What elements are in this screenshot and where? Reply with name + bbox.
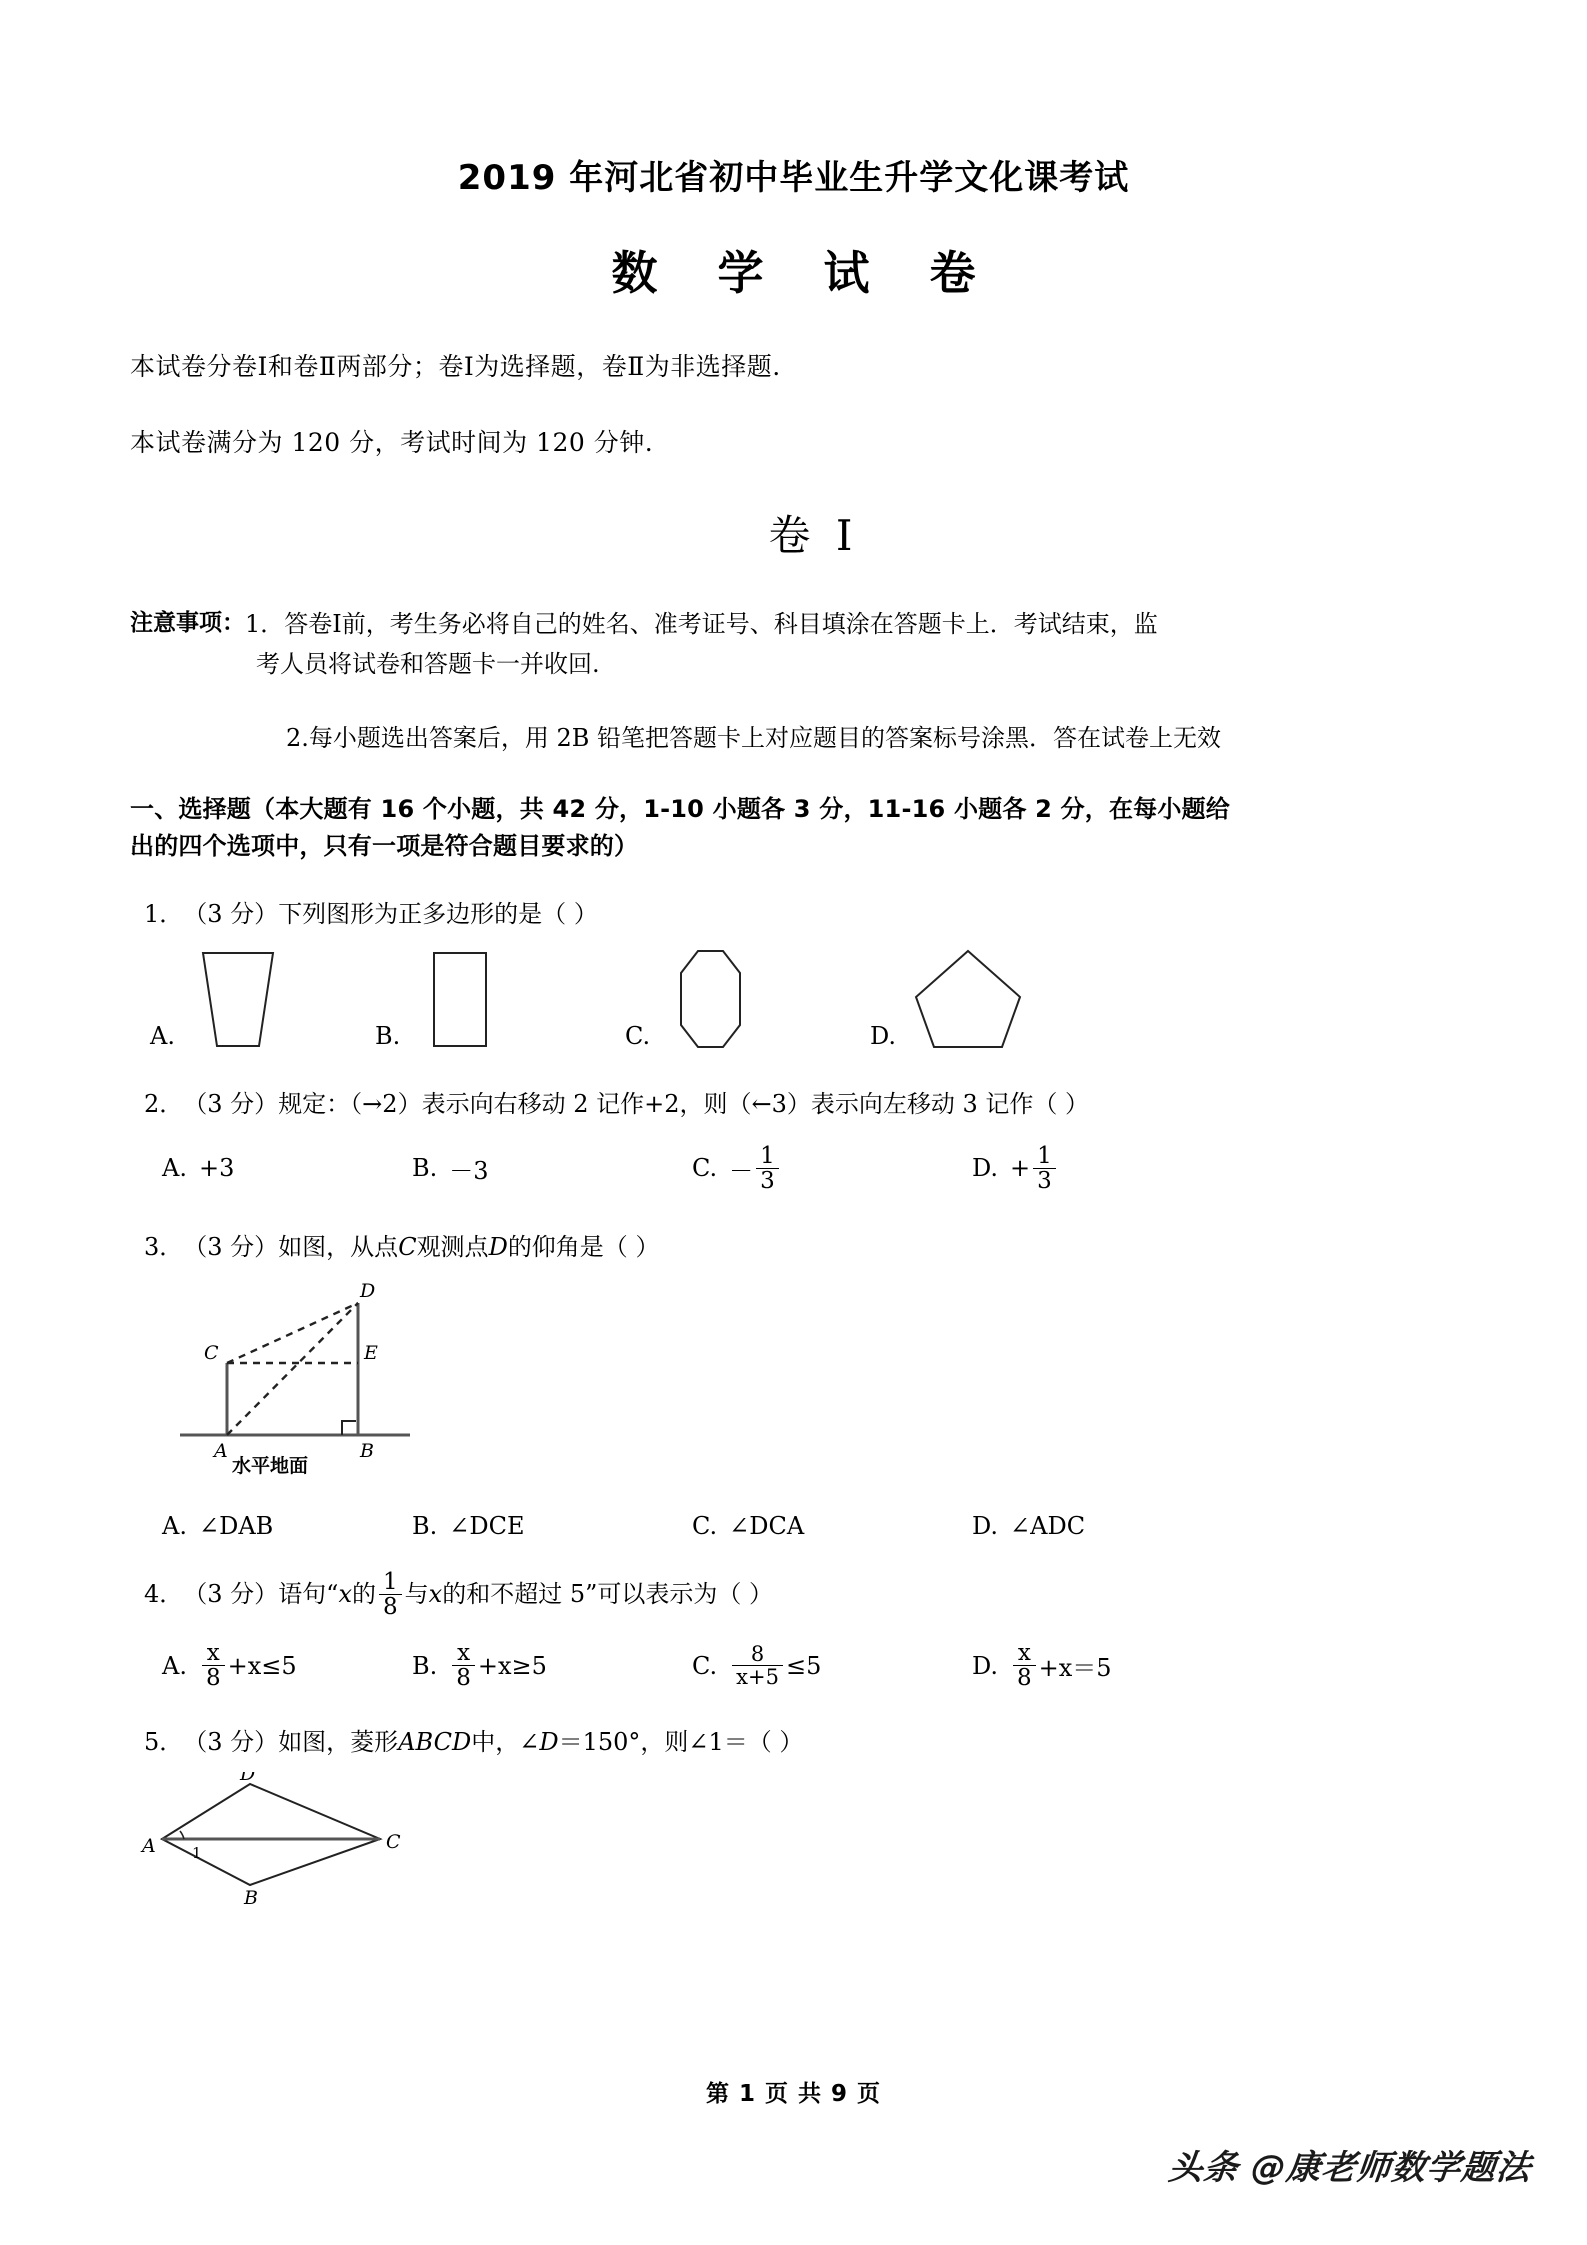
question-2-option-a-value: +3 xyxy=(198,1154,235,1183)
question-3-option-b[interactable] xyxy=(412,1512,692,1540)
question-2-option-a-label: A. xyxy=(162,1154,187,1183)
ground-label: 水平地面 xyxy=(232,1454,309,1477)
fraction-denominator: 3 xyxy=(756,1168,779,1193)
question-2-option-c-sign: － xyxy=(729,1156,754,1185)
question-4-option-b-value xyxy=(449,1641,547,1690)
question-4-option-c-label: C. xyxy=(692,1651,718,1680)
elevation-angle-diagram-icon xyxy=(170,1275,430,1475)
question-3-option-c[interactable] xyxy=(692,1512,972,1540)
svg-text:B: B xyxy=(244,1887,258,1908)
question-2-option-c[interactable] xyxy=(692,1144,972,1193)
fraction-denominator: 8 xyxy=(1013,1665,1036,1690)
fraction xyxy=(756,1144,779,1193)
question-4-var-x2: x xyxy=(428,1580,443,1609)
pentagon-shape-icon xyxy=(906,947,1031,1052)
octagon-shape-icon xyxy=(660,947,760,1052)
question-5-points: （3 分） xyxy=(183,1728,279,1757)
question-1-option-d-label: D. xyxy=(870,1021,897,1050)
question-4-text-mid: 与 xyxy=(404,1580,429,1609)
question-4-option-c-value xyxy=(729,1643,821,1688)
page-indicator: 第 1 页 共 9 页 xyxy=(705,2081,882,2107)
svg-text:D: D xyxy=(240,1772,256,1786)
question-4-option-b-label: B. xyxy=(412,1651,438,1680)
question-4-points: （3 分） xyxy=(183,1580,279,1609)
question-2-option-c-label: C. xyxy=(692,1154,718,1183)
question-3-points: （3 分） xyxy=(183,1232,279,1261)
note-item-2: 2.每小题选出答案后，用 2B 铅笔把答题卡上对应题目的答案标号涂黑．答在试卷上无效 xyxy=(286,724,1222,753)
question-4-number: 4． xyxy=(144,1580,184,1609)
question-3-var-c: C xyxy=(398,1232,417,1261)
question-1-option-a[interactable] xyxy=(150,947,375,1052)
fraction-numerator: x xyxy=(1017,1640,1031,1667)
question-2-option-c-value xyxy=(729,1144,782,1193)
section-heading-line-1: 一、选择题（本大题有 16 个小题，共 42 分，1-10 小题各 3 分，11-16 小题各 2 分，在每小题给 xyxy=(130,795,1230,824)
question-4-option-b-tail: +x≥5 xyxy=(477,1651,547,1680)
volume-heading: 卷 Ⅰ xyxy=(768,511,859,560)
question-1-option-c-label: C. xyxy=(625,1021,651,1050)
question-3-option-d[interactable] xyxy=(972,1512,1085,1540)
question-1 xyxy=(130,866,1457,1052)
question-4-option-a-label: A. xyxy=(162,1651,187,1680)
question-2-option-a[interactable] xyxy=(162,1144,412,1193)
fraction-denominator: 8 xyxy=(379,1594,402,1619)
question-2-option-d-label: D. xyxy=(972,1154,999,1183)
svg-text:B: B xyxy=(360,1439,374,1462)
fraction xyxy=(379,1570,402,1619)
question-2 xyxy=(130,1052,1457,1193)
question-1-option-c[interactable] xyxy=(625,947,870,1052)
fraction xyxy=(452,1641,475,1690)
question-3-var-d: D xyxy=(488,1232,508,1261)
question-4 xyxy=(130,1540,1457,1691)
question-3-option-c-label: C. xyxy=(692,1511,718,1540)
note-item-1-line-1: 1．答卷Ⅰ前，考生务必将自己的姓名、准考证号、科目填涂在答题卡上．考试结束，监 xyxy=(245,610,1158,638)
svg-text:C: C xyxy=(386,1831,401,1854)
question-3-option-a[interactable] xyxy=(162,1512,412,1540)
question-4-var-x: x xyxy=(338,1580,353,1609)
question-2-stem xyxy=(130,1086,1457,1122)
note-item-1-line-2: 考人员将试卷和答题卡一并收回. xyxy=(256,649,600,678)
fraction xyxy=(1033,1144,1056,1193)
question-3-option-a-label: A. xyxy=(162,1511,187,1540)
question-1-option-b-label: B. xyxy=(375,1021,401,1050)
question-5-text-mid: 中，∠ xyxy=(471,1728,540,1757)
question-5-number: 5． xyxy=(144,1728,184,1757)
fraction-numerator: x xyxy=(206,1640,220,1667)
question-4-option-a[interactable] xyxy=(162,1641,412,1690)
question-3-option-d-value: ∠ADC xyxy=(1010,1511,1086,1540)
question-4-option-d-value xyxy=(1010,1641,1112,1690)
question-3-figure xyxy=(130,1265,1457,1506)
question-2-option-d-value xyxy=(1010,1144,1059,1193)
question-2-option-b-label: B. xyxy=(412,1154,438,1183)
svg-text:A: A xyxy=(142,1835,156,1858)
intro-line-score-time: 本试卷满分为 120 分，考试时间为 120 分钟. xyxy=(130,428,654,457)
question-2-options xyxy=(130,1122,1457,1193)
question-4-stem xyxy=(130,1570,1457,1619)
notes-block xyxy=(130,563,1457,753)
question-1-number: 1． xyxy=(144,899,184,928)
question-5-var-abcd: ABCD xyxy=(398,1728,472,1757)
question-1-options xyxy=(130,932,1457,1052)
svg-text:E: E xyxy=(364,1341,378,1364)
question-4-option-b[interactable] xyxy=(412,1641,692,1690)
trapezoid-shape-icon xyxy=(185,947,295,1052)
question-4-option-a-value xyxy=(199,1641,297,1690)
question-3-stem xyxy=(130,1229,1457,1265)
question-2-text: 规定：（→2）表示向右移动 2 记作+2，则（←3）表示向左移动 3 记作（ ） xyxy=(278,1089,1090,1118)
question-4-text-pre: 语句“ xyxy=(278,1580,339,1609)
fraction-numerator: 1 xyxy=(760,1142,775,1169)
watermark: 头条 @康老师数学题法 xyxy=(1166,2148,1534,2188)
question-2-number: 2． xyxy=(144,1089,184,1118)
question-4-options xyxy=(130,1619,1457,1690)
rectangle-shape-icon xyxy=(410,947,510,1052)
question-2-points: （3 分） xyxy=(183,1089,279,1118)
fraction-numerator: 1 xyxy=(383,1568,398,1595)
question-4-option-d[interactable] xyxy=(972,1641,1112,1690)
question-3-option-c-value: ∠DCA xyxy=(729,1511,805,1540)
question-5-stem xyxy=(130,1724,1457,1760)
question-3-option-d-label: D. xyxy=(972,1511,999,1540)
question-4-option-c-tail: ≤5 xyxy=(785,1651,822,1680)
fraction-denominator: x+5 xyxy=(732,1665,783,1688)
question-3-text-pre: 如图，从点 xyxy=(278,1232,399,1261)
fraction-numerator: 1 xyxy=(1037,1142,1052,1169)
intro-line-structure: 本试卷分卷Ⅰ和卷Ⅱ两部分；卷Ⅰ为选择题，卷Ⅱ为非选择题. xyxy=(130,352,781,381)
question-1-option-d[interactable] xyxy=(870,947,1031,1052)
question-2-option-b[interactable] xyxy=(412,1144,692,1193)
question-4-option-d-label: D. xyxy=(972,1651,999,1680)
question-3-option-b-label: B. xyxy=(412,1511,438,1540)
note-item-1 xyxy=(130,605,1457,645)
question-4-option-d-tail: +x＝5 xyxy=(1038,1654,1112,1683)
question-4-option-a-tail: +x≤5 xyxy=(227,1651,297,1680)
page-title: 2019 年河北省初中毕业生升学文化课考试 xyxy=(457,158,1130,198)
question-2-option-d[interactable] xyxy=(972,1144,1059,1193)
section-heading xyxy=(130,753,1457,865)
question-1-option-a-label: A. xyxy=(150,1021,175,1050)
svg-text:C: C xyxy=(204,1341,219,1364)
question-4-option-c[interactable] xyxy=(692,1641,972,1690)
question-5 xyxy=(130,1690,1457,1911)
notes-label: 注意事项： xyxy=(130,610,245,636)
question-5-text-post: ＝150°，则∠1＝（ ） xyxy=(558,1728,804,1757)
question-4-text-post: 的和不超过 5”可以表示为（ ） xyxy=(442,1580,773,1609)
question-3-options xyxy=(130,1506,1457,1540)
question-3-option-b-value: ∠DCE xyxy=(449,1511,525,1540)
question-1-option-b[interactable] xyxy=(375,947,625,1052)
question-1-text: 下列图形为正多边形的是（ ） xyxy=(278,899,598,928)
question-3-text-post: 的仰角是（ ） xyxy=(507,1232,660,1261)
question-1-points: （3 分） xyxy=(183,899,279,928)
question-3-text-mid: 观测点 xyxy=(416,1232,489,1261)
question-2-option-d-sign: + xyxy=(1010,1154,1031,1183)
fraction-denominator: 8 xyxy=(452,1665,475,1690)
fraction-denominator: 8 xyxy=(202,1665,225,1690)
question-5-figure xyxy=(130,1760,1457,1911)
svg-text:1: 1 xyxy=(192,1844,202,1863)
question-4-text-the: 的 xyxy=(352,1580,377,1609)
svg-text:A: A xyxy=(214,1439,228,1462)
question-3-option-a-value: ∠DAB xyxy=(198,1511,274,1540)
fraction xyxy=(1013,1641,1036,1690)
svg-text:D: D xyxy=(360,1279,376,1302)
question-2-option-b-value: －3 xyxy=(449,1156,489,1185)
question-3 xyxy=(130,1193,1457,1540)
section-heading-line-2: 出的四个选项中，只有一项是符合题目要求的） xyxy=(130,832,639,861)
fraction-numerator: x xyxy=(457,1640,471,1667)
question-1-stem xyxy=(130,896,1457,932)
fraction xyxy=(732,1643,783,1688)
page-subtitle: 数 学 试 卷 xyxy=(611,246,998,300)
question-3-number: 3． xyxy=(144,1232,184,1261)
fraction-denominator: 3 xyxy=(1033,1168,1056,1193)
fraction-numerator: 8 xyxy=(750,1642,765,1667)
fraction xyxy=(202,1641,225,1690)
question-5-var-d: D xyxy=(539,1728,559,1757)
rhombus-diagram-icon xyxy=(140,1772,500,1907)
question-5-text-pre: 如图，菱形 xyxy=(278,1728,399,1757)
